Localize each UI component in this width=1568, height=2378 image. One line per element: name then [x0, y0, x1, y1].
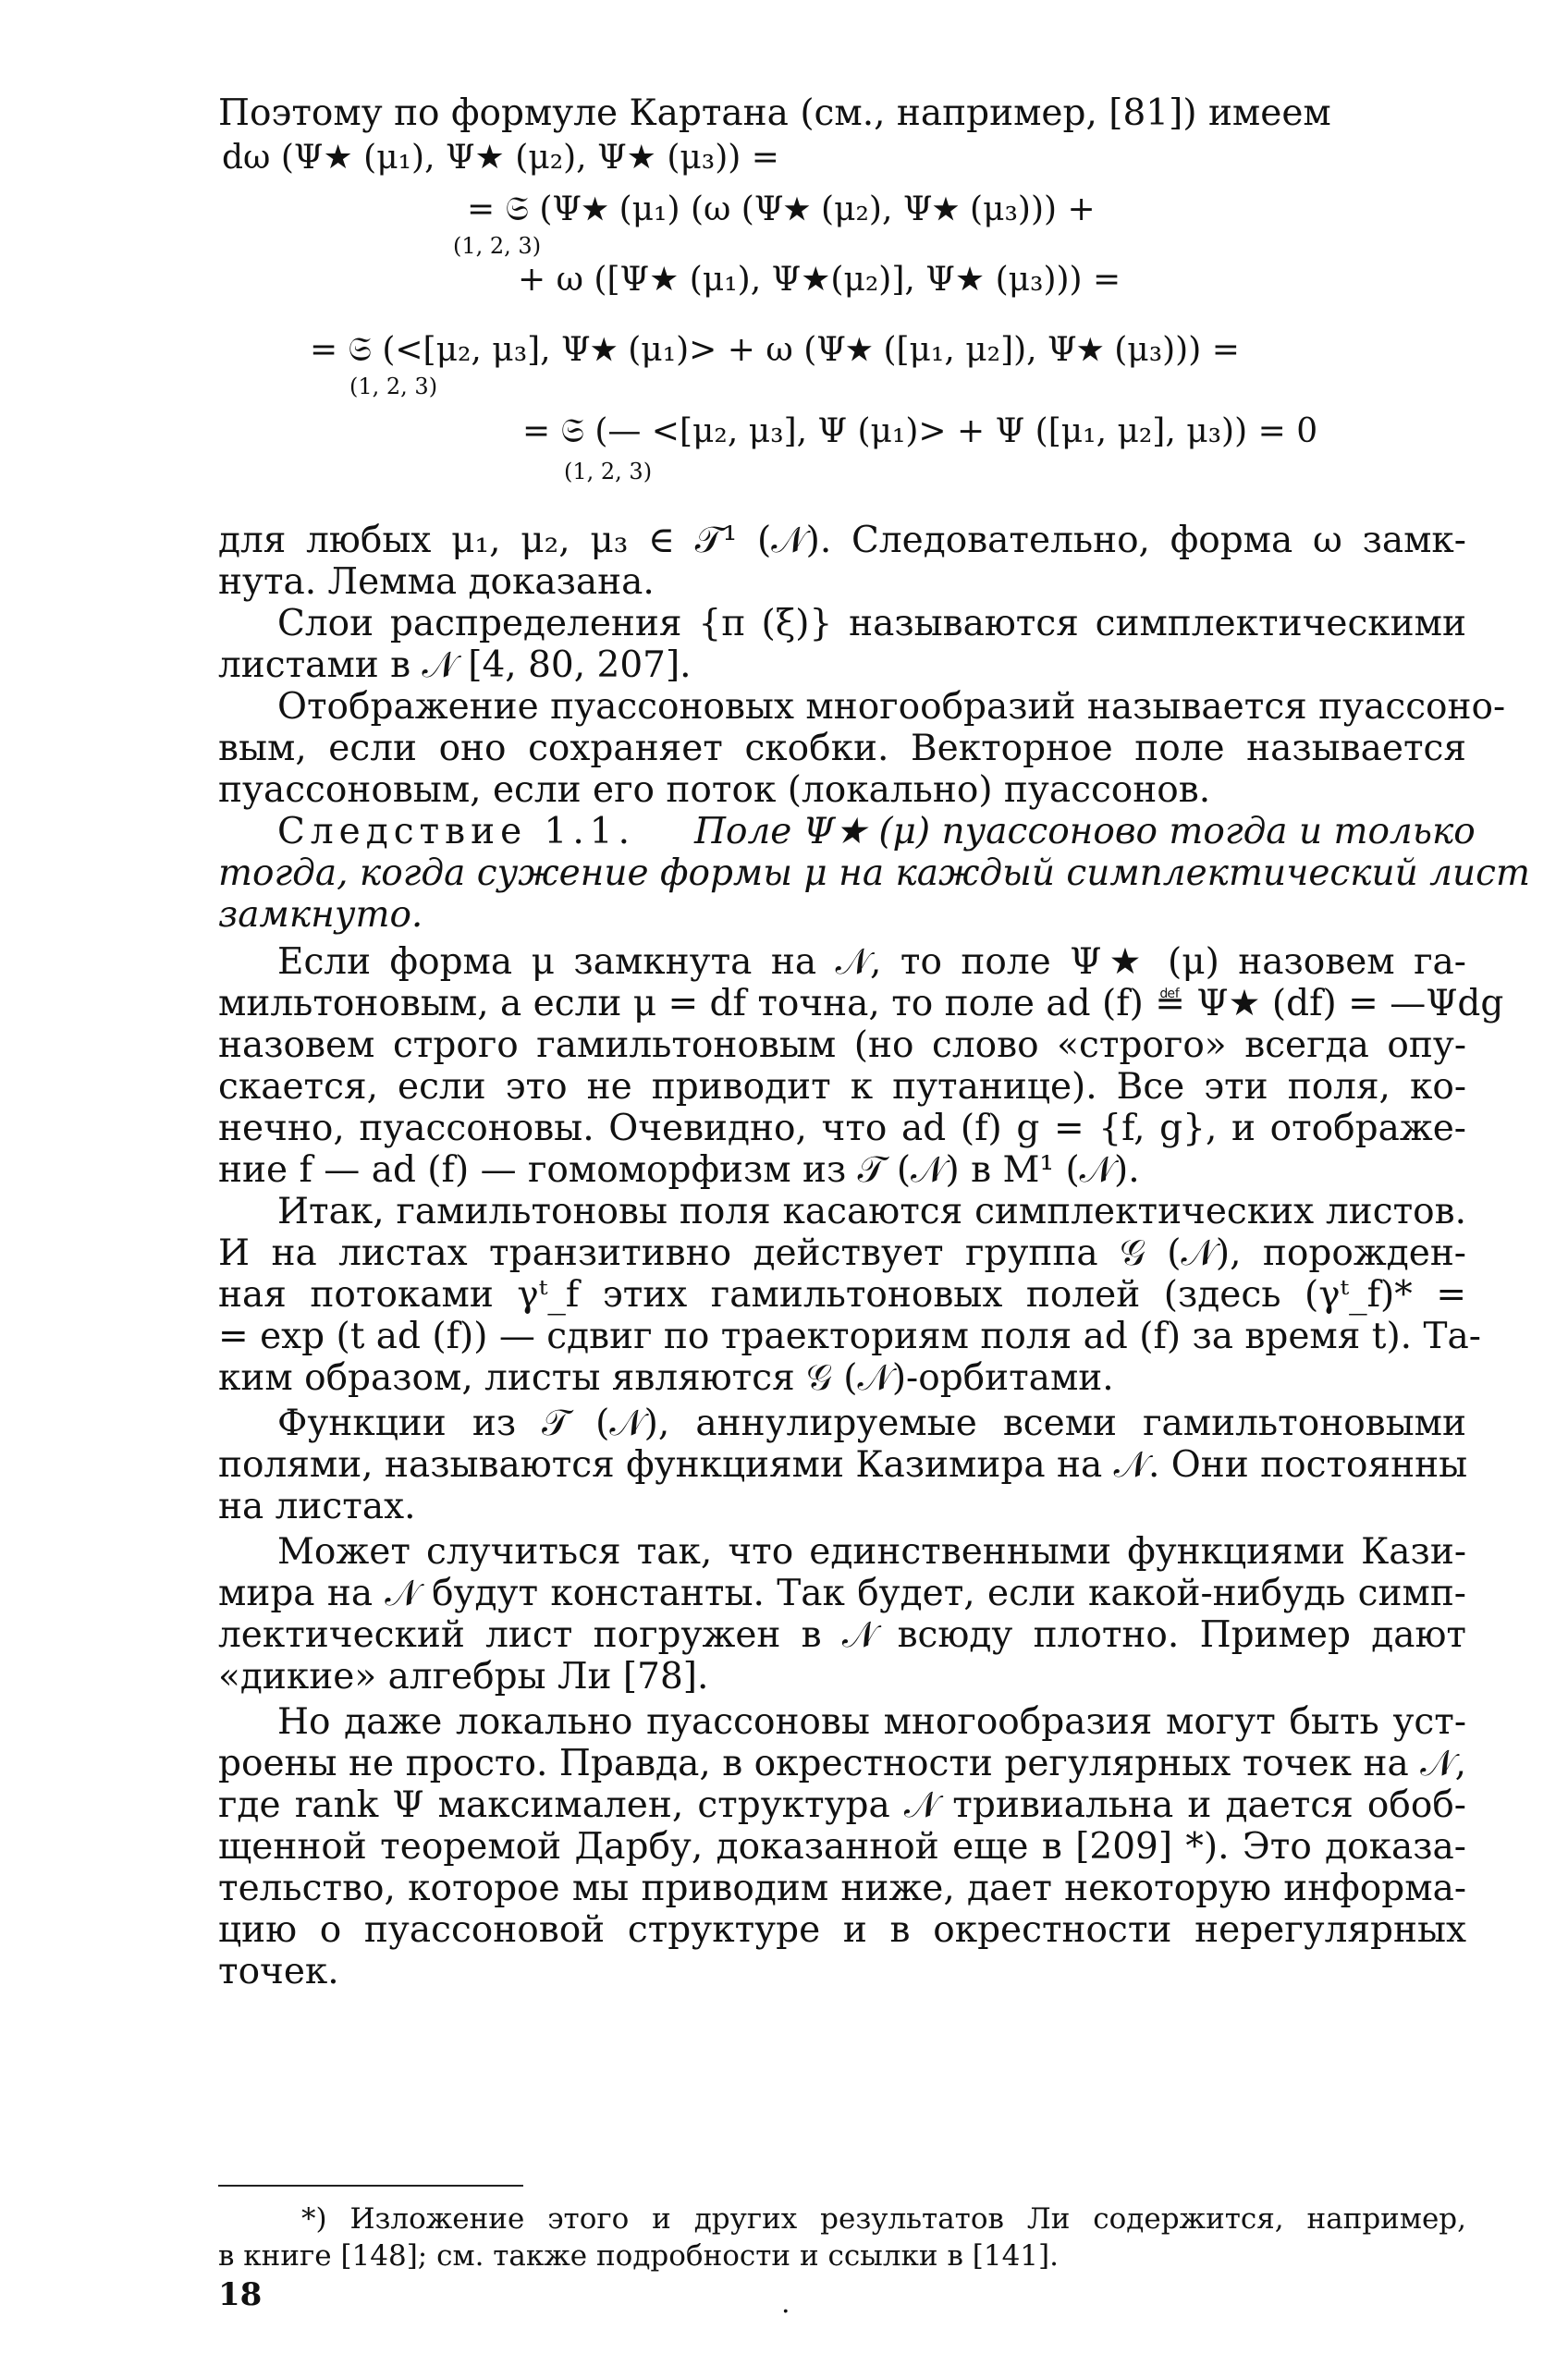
paragraph-2	[218, 603, 1466, 686]
formula-line-2: = 𝔖 (Ψ★ (μ₁) (ω (Ψ★ (μ₂), Ψ★ (μ₃))) +	[467, 190, 1096, 228]
corollary-text: Поле Ψ★ (μ) пуассоново тогда и только	[693, 811, 1476, 852]
text-line: Если форма μ замкнута на 𝒩, то поле Ψ★ (μ) назовем га-	[277, 941, 1466, 983]
corollary-text: замкнуто.	[218, 894, 423, 936]
text-line: цию о пуассоновой структуре и в окрестности нерегулярных	[218, 1909, 1466, 1951]
text-line: тельство, которое мы приводим ниже, дает некоторую информа-	[218, 1868, 1466, 1909]
paragraph-4	[218, 941, 1504, 1191]
paragraph-7	[218, 1531, 1466, 1698]
formula-index-4: (1, 2, 3)	[349, 374, 438, 399]
paragraph-5	[218, 1191, 1481, 1399]
text-line: «дикие» алгебры Ли [78].	[218, 1656, 709, 1698]
text-line: Слои распределения {π (ξ)} называются симплектическими	[277, 603, 1466, 644]
text-line	[218, 852, 1530, 894]
text-line: точек.	[218, 1951, 339, 1992]
text-line: = exp (t ad (f)) — сдвиг по траекториям поля ad (f) за время t). Та-	[218, 1316, 1481, 1357]
page-body	[218, 92, 1466, 134]
page-number: 18	[218, 2276, 263, 2313]
corollary	[218, 811, 1530, 936]
formula-index-5: (1, 2, 3)	[564, 459, 653, 484]
paragraph-1	[218, 520, 1466, 603]
text-line: Отображение пуассоновых многообразий называется пуассоно-	[277, 686, 1506, 728]
text-line: нута. Лемма доказана.	[218, 561, 655, 603]
intro-line: Поэтому по формуле Картана (см., например, [81]) имеем	[218, 92, 1331, 134]
formula-line-3: + ω ([Ψ★ (μ₁), Ψ★(μ₂)], Ψ★ (μ₃))) =	[518, 261, 1121, 299]
text-line: лектический лист погружен в 𝒩 всюду плотно. Пример дают	[218, 1614, 1466, 1656]
footnote-line: *) Изложение этого и других результатов Ли содержится, например,	[301, 2202, 1466, 2236]
text-line: Итак, гамильтоновы поля касаются симплектических листов.	[277, 1191, 1466, 1232]
text-line: ние f — ad (f) — гомоморфизм из 𝒯 (𝒩) в M¹ (𝒩).	[218, 1149, 1140, 1191]
text-line: назовем строго гамильтоновым (но слово «строго» всегда опу-	[218, 1024, 1466, 1066]
text-line: листами в 𝒩 [4, 80, 207].	[218, 644, 692, 686]
text-line: полями, называются функциями Казимира на 𝒩. Они постоянны	[218, 1444, 1468, 1486]
text-line: мильтоновым, а если μ = df точна, то поле ad (f) ≝ Ψ★ (df) = —Ψdg	[218, 983, 1504, 1024]
text-line: ная потоками γᵗ_f этих гамильтоновых полей (здесь (γᵗ_f)* =	[218, 1274, 1466, 1316]
text-line: для любых μ₁, μ₂, μ₃ ∈ 𝒯¹ (𝒩). Следовательно, форма ω замк-	[218, 520, 1466, 561]
text-line: скается, если это не приводит к путанице). Все эти поля, ко-	[218, 1066, 1466, 1108]
text-line: Может случиться так, что единственными функциями Кази-	[277, 1531, 1466, 1573]
footnote-divider	[218, 2185, 523, 2187]
text-line: роены не просто. Правда, в окрестности регулярных точек на 𝒩,	[218, 1743, 1466, 1784]
paragraph-3	[218, 686, 1506, 811]
formula-line-4: = 𝔖 (<[μ₂, μ₃], Ψ★ (μ₁)> + ω (Ψ★ ([μ₁, μ₂]), Ψ★ (μ₃))) =	[310, 331, 1240, 369]
text-line: пуассоновым, если его поток (локально) пуассонов.	[218, 769, 1211, 811]
text-line: Но даже локально пуассоновы многообразия могут быть уст-	[277, 1701, 1466, 1743]
text-line: вым, если оно сохраняет скобки. Векторное поле называется	[218, 728, 1466, 769]
formula-index-2: (1, 2, 3)	[453, 233, 542, 259]
text-line: мира на 𝒩 будут константы. Так будет, если какой-нибудь симп-	[218, 1573, 1466, 1614]
print-dot: .	[781, 2287, 790, 2320]
text-line: ким образом, листы являются 𝒢 (𝒩)-орбитами.	[218, 1357, 1114, 1399]
text-line: нечно, пуассоновы. Очевидно, что ad (f) g = {f, g}, и отображе-	[218, 1108, 1466, 1149]
text-line: Функции из 𝒯 (𝒩), аннулируемые всеми гамильтоновыми	[277, 1403, 1466, 1444]
paragraph-8	[218, 1701, 1466, 1992]
footnote-line: в книге [148]; см. также подробности и ссылки в [141].	[218, 2239, 1059, 2273]
corollary-label: Следствие 1.1.	[277, 811, 635, 852]
footnote	[218, 2200, 1466, 2274]
paragraph-6	[218, 1403, 1466, 1527]
text-line: на листах.	[218, 1486, 416, 1527]
text-line: И на листах транзитивно действует группа 𝒢 (𝒩), порожден-	[218, 1232, 1466, 1274]
text-line	[218, 894, 1466, 936]
text-line: щенной теоремой Дарбу, доказанной еще в [209] *). Это доказа-	[218, 1826, 1466, 1868]
corollary-text: тогда, когда сужение формы μ на каждый симплектический лист	[218, 852, 1530, 894]
text-body	[218, 520, 1530, 1992]
formula-line-5: = 𝔖 (— <[μ₂, μ₃], Ψ (μ₁)> + Ψ ([μ₁, μ₂], μ₃)) = 0	[522, 412, 1318, 450]
formula-line-1: dω (Ψ★ (μ₁), Ψ★ (μ₂), Ψ★ (μ₃)) =	[222, 139, 779, 177]
text-line: где rank Ψ максимален, структура 𝒩 тривиальна и дается обоб-	[218, 1784, 1466, 1826]
corollary-first-line	[218, 811, 1476, 852]
